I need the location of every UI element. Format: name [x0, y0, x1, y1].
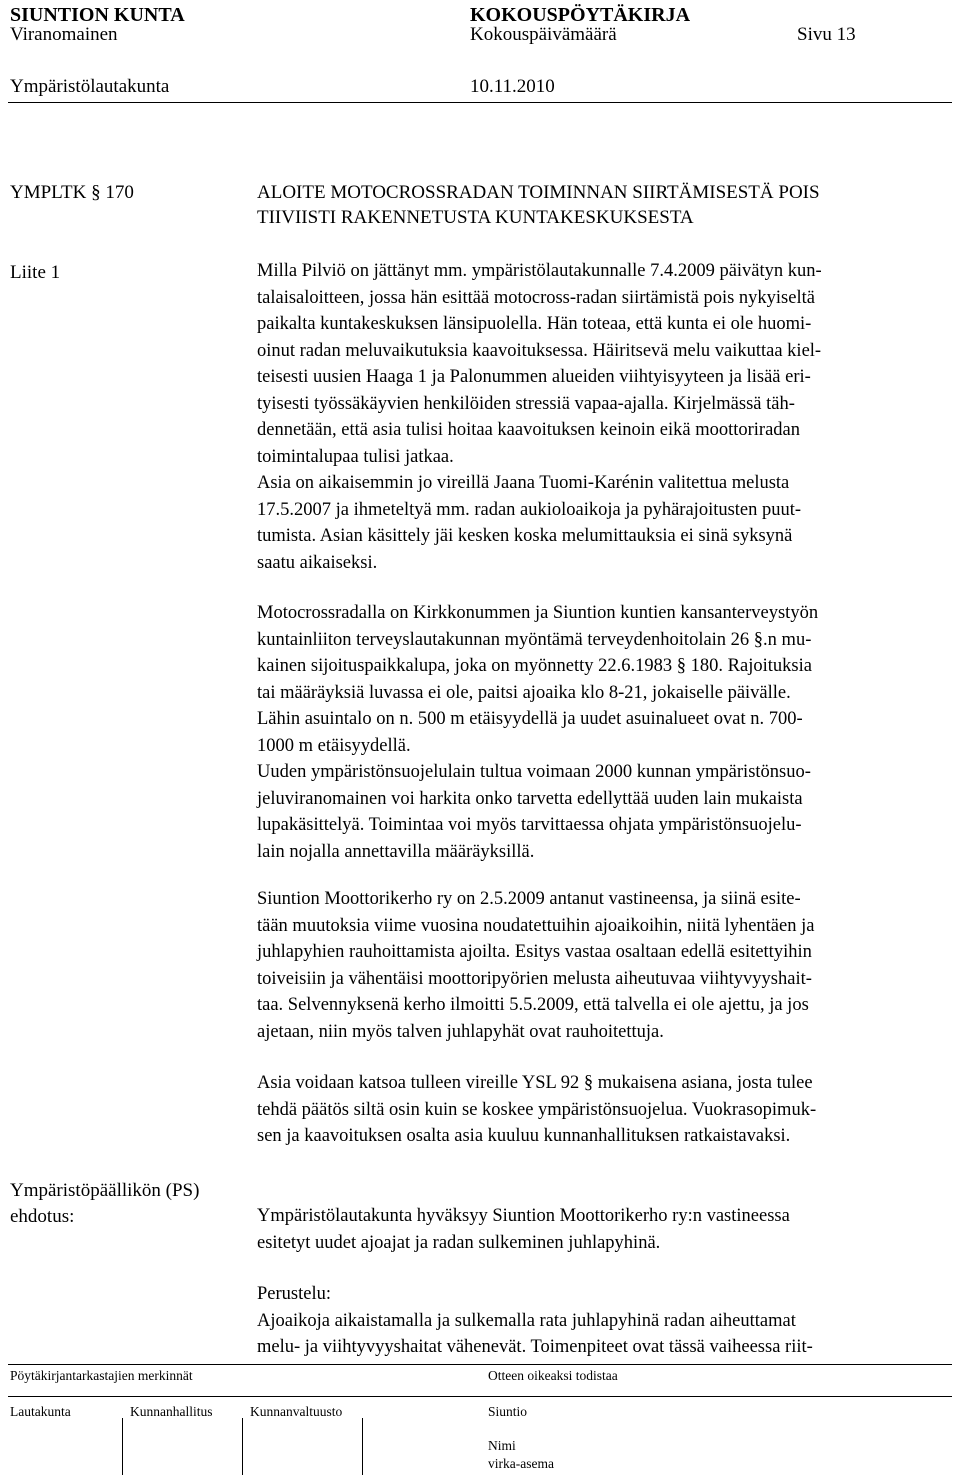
section-title-line: ALOITE MOTOCROSSRADAN TOIMINNAN SIIRTÄMISESTÄ POIS [257, 182, 820, 203]
text-line: paikalta kuntakeskuksen länsipuolella. Hän toteaa, että kunta ei ole huomi- [257, 314, 812, 334]
text-line: 1000 m etäisyydellä. [257, 735, 411, 756]
text-line: Asia voidaan katsoa tulleen vireille YSL 92 § mukaisena asiana, josta tulee [257, 1073, 813, 1093]
text-line: juhlapyhien rauhoittamista ajoilta. Esitys vastaa osaltaan edellä esitettyihin [257, 942, 812, 962]
text-line: tehdä päätös siltä osin kuin se koskee ympäristönsuojelua. Vuokrasopimuk- [257, 1099, 817, 1120]
text-line: Lähin asuintalo on n. 500 m etäisyydellä ja uudet asuinalueet ovat n. 700- [257, 709, 803, 729]
footer-middle-rule [8, 1396, 952, 1397]
text-line: sen ja kaavoituksen osalta asia kuuluu kunnanhallituksen ratkaistavaksi. [257, 1126, 791, 1146]
text-line: saatu aikaiseksi. [257, 552, 378, 573]
reasoning-label: Perustelu: [257, 1284, 331, 1304]
proposal-label-line: Ympäristöpäällikön (PS) [10, 1180, 200, 1201]
proposal-label [10, 1178, 199, 1230]
text-line: Motocrossradalla on Kirkkonummen ja Siuntion kuntien kansanterveystyön [257, 603, 819, 623]
text-line: jeluviranomainen voi harkita onko tarvetta edellyttää uuden lain mukaista [257, 788, 803, 809]
text-line: tään muutoksia viime vuosina noudatettuihin ajoaikoihin, niitä lyhentäen ja [257, 915, 815, 936]
text-line: Ympäristölautakunta hyväksyy Siuntion Moottorikerho ry:n vastineessa [257, 1206, 790, 1226]
text-line: tai määräyksiä luvassa ei ole, paitsi ajoaika klo 8-21, jokaiselle päivälle. [257, 682, 791, 703]
section-title-line: TIIVIISTI RAKENNETUSTA KUNTAKESKUKSESTA [257, 207, 694, 228]
paragraph-jurisdiction [257, 1070, 816, 1150]
text-line: lupakäsittelyä. Toimintaa voi myös tarvittaessa ohjata ympäristönsuojelu- [257, 815, 802, 835]
page-number: Sivu 13 [797, 24, 856, 45]
meeting-date: 10.11.2010 [470, 76, 555, 97]
checkers-label: Pöytäkirjantarkastajien merkinnät [10, 1368, 193, 1383]
paragraph-initiative [257, 258, 822, 576]
authority-name: Ympäristölautakunta [10, 76, 170, 97]
text-line: esitetyt uudet ajoajat ja radan sulkeminen juhlapyhinä. [257, 1232, 661, 1253]
text-line: oinut radan meluvaikutuksia kaavoituksessa. Häiritsevä melu vaikuttaa kiel- [257, 340, 822, 361]
footer-col-divider [362, 1418, 363, 1475]
text-line: kainen sijoituspaikkalupa, joka on myönnetty 22.6.1983 § 180. Rajoituksia [257, 656, 812, 676]
text-line: tumista. Asian käsittely jäi kesken koska melumittauksia ei sinä syksynä [257, 526, 793, 546]
date-label: Kokouspäivämäärä [470, 24, 617, 45]
footer-top-rule [8, 1364, 952, 1365]
text-line: talaisaloitteen, jossa hän esittää motocross-radan siirtämistä pois nykyiseltä [257, 287, 815, 308]
text-line: toimintalupaa tulisi jatkaa. [257, 446, 454, 467]
authority-label: Viranomainen [10, 24, 118, 45]
footer-place: Siuntio [488, 1404, 528, 1419]
footer-col-board: Lautakunta [10, 1404, 71, 1419]
certified-label: Otteen oikeaksi todistaa [488, 1368, 618, 1383]
section-title [257, 180, 820, 230]
text-line: toiveisiin ja vähentäisi moottoripyörien melusta aiheutuvaa viihtyvyyshait- [257, 968, 812, 989]
org-name: SIUNTION KUNTA [10, 4, 185, 26]
text-line: Uuden ympäristönsuojelulain tultua voimaan 2000 kunnan ympäristönsuo- [257, 762, 811, 782]
text-line: 17.5.2007 ja ihmeteltyä mm. radan aukioloaikoja ja pyhärajoitusten puut- [257, 499, 802, 520]
footer-col-municipal-board: Kunnanhallitus [130, 1404, 213, 1419]
footer-col-council: Kunnanvaltuusto [250, 1404, 343, 1419]
text-line: Asia on aikaisemmin jo vireillä Jaana Tuomi-Karénin valitettua melusta [257, 473, 790, 493]
text-line: kuntainliiton terveyslautakunnan myöntämä terveydenhoitolain 26 §.n mu- [257, 629, 812, 650]
text-line: teisesti uusien Haaga 1 ja Palonummen alueiden viihtyisyyteen ja lisää eri- [257, 367, 811, 387]
text-line: lain nojalla annettavilla määräyksillä. [257, 841, 535, 862]
text-line: ajetaan, niin myös talven juhlapyhät ovat rauhoitettuja. [257, 1021, 664, 1042]
footer-col-divider [242, 1418, 243, 1475]
paragraph-permit [257, 600, 818, 865]
text-line: Siuntion Moottorikerho ry on 2.5.2009 antanut vastineensa, ja siinä esite- [257, 889, 801, 909]
text-line: Milla Pilviö on jättänyt mm. ympäristölautakunnalle 7.4.2009 päivätyn kun- [257, 261, 822, 281]
text-line: taa. Selvennyksenä kerho ilmoitti 5.5.2009, että talvella ei ole ajettu, ja jos [257, 995, 809, 1015]
text-line: dennetään, että asia tulisi hoitaa kaavoituksen keinoin eikä moottoriradan [257, 420, 801, 440]
section-number: YMPLTK § 170 [10, 182, 134, 203]
footer-title-label: virka-asema [488, 1456, 554, 1471]
proposal-text [257, 1203, 790, 1256]
text-line: tyisesti työssäkäyvien henkilöiden stressiä vapaa-ajalla. Kirjelmässä täh- [257, 393, 795, 414]
text-line: Ajoaikoja aikaistamalla ja sulkemalla rata juhlapyhinä radan aiheuttamat [257, 1310, 796, 1331]
attachment-label: Liite 1 [10, 262, 61, 283]
proposal-label-line: ehdotus: [10, 1206, 75, 1227]
reasoning [257, 1281, 813, 1361]
footer-name-label: Nimi [488, 1438, 516, 1453]
text-line: melu- ja viihtyvyyshaitat vähenevät. Toimenpiteet ovat tässä vaiheessa riit- [257, 1337, 813, 1357]
document-type: KOKOUSPÖYTÄKIRJA [470, 4, 691, 26]
header-divider [8, 102, 952, 103]
footer-col-divider [122, 1418, 123, 1475]
paragraph-club-response [257, 886, 814, 1045]
